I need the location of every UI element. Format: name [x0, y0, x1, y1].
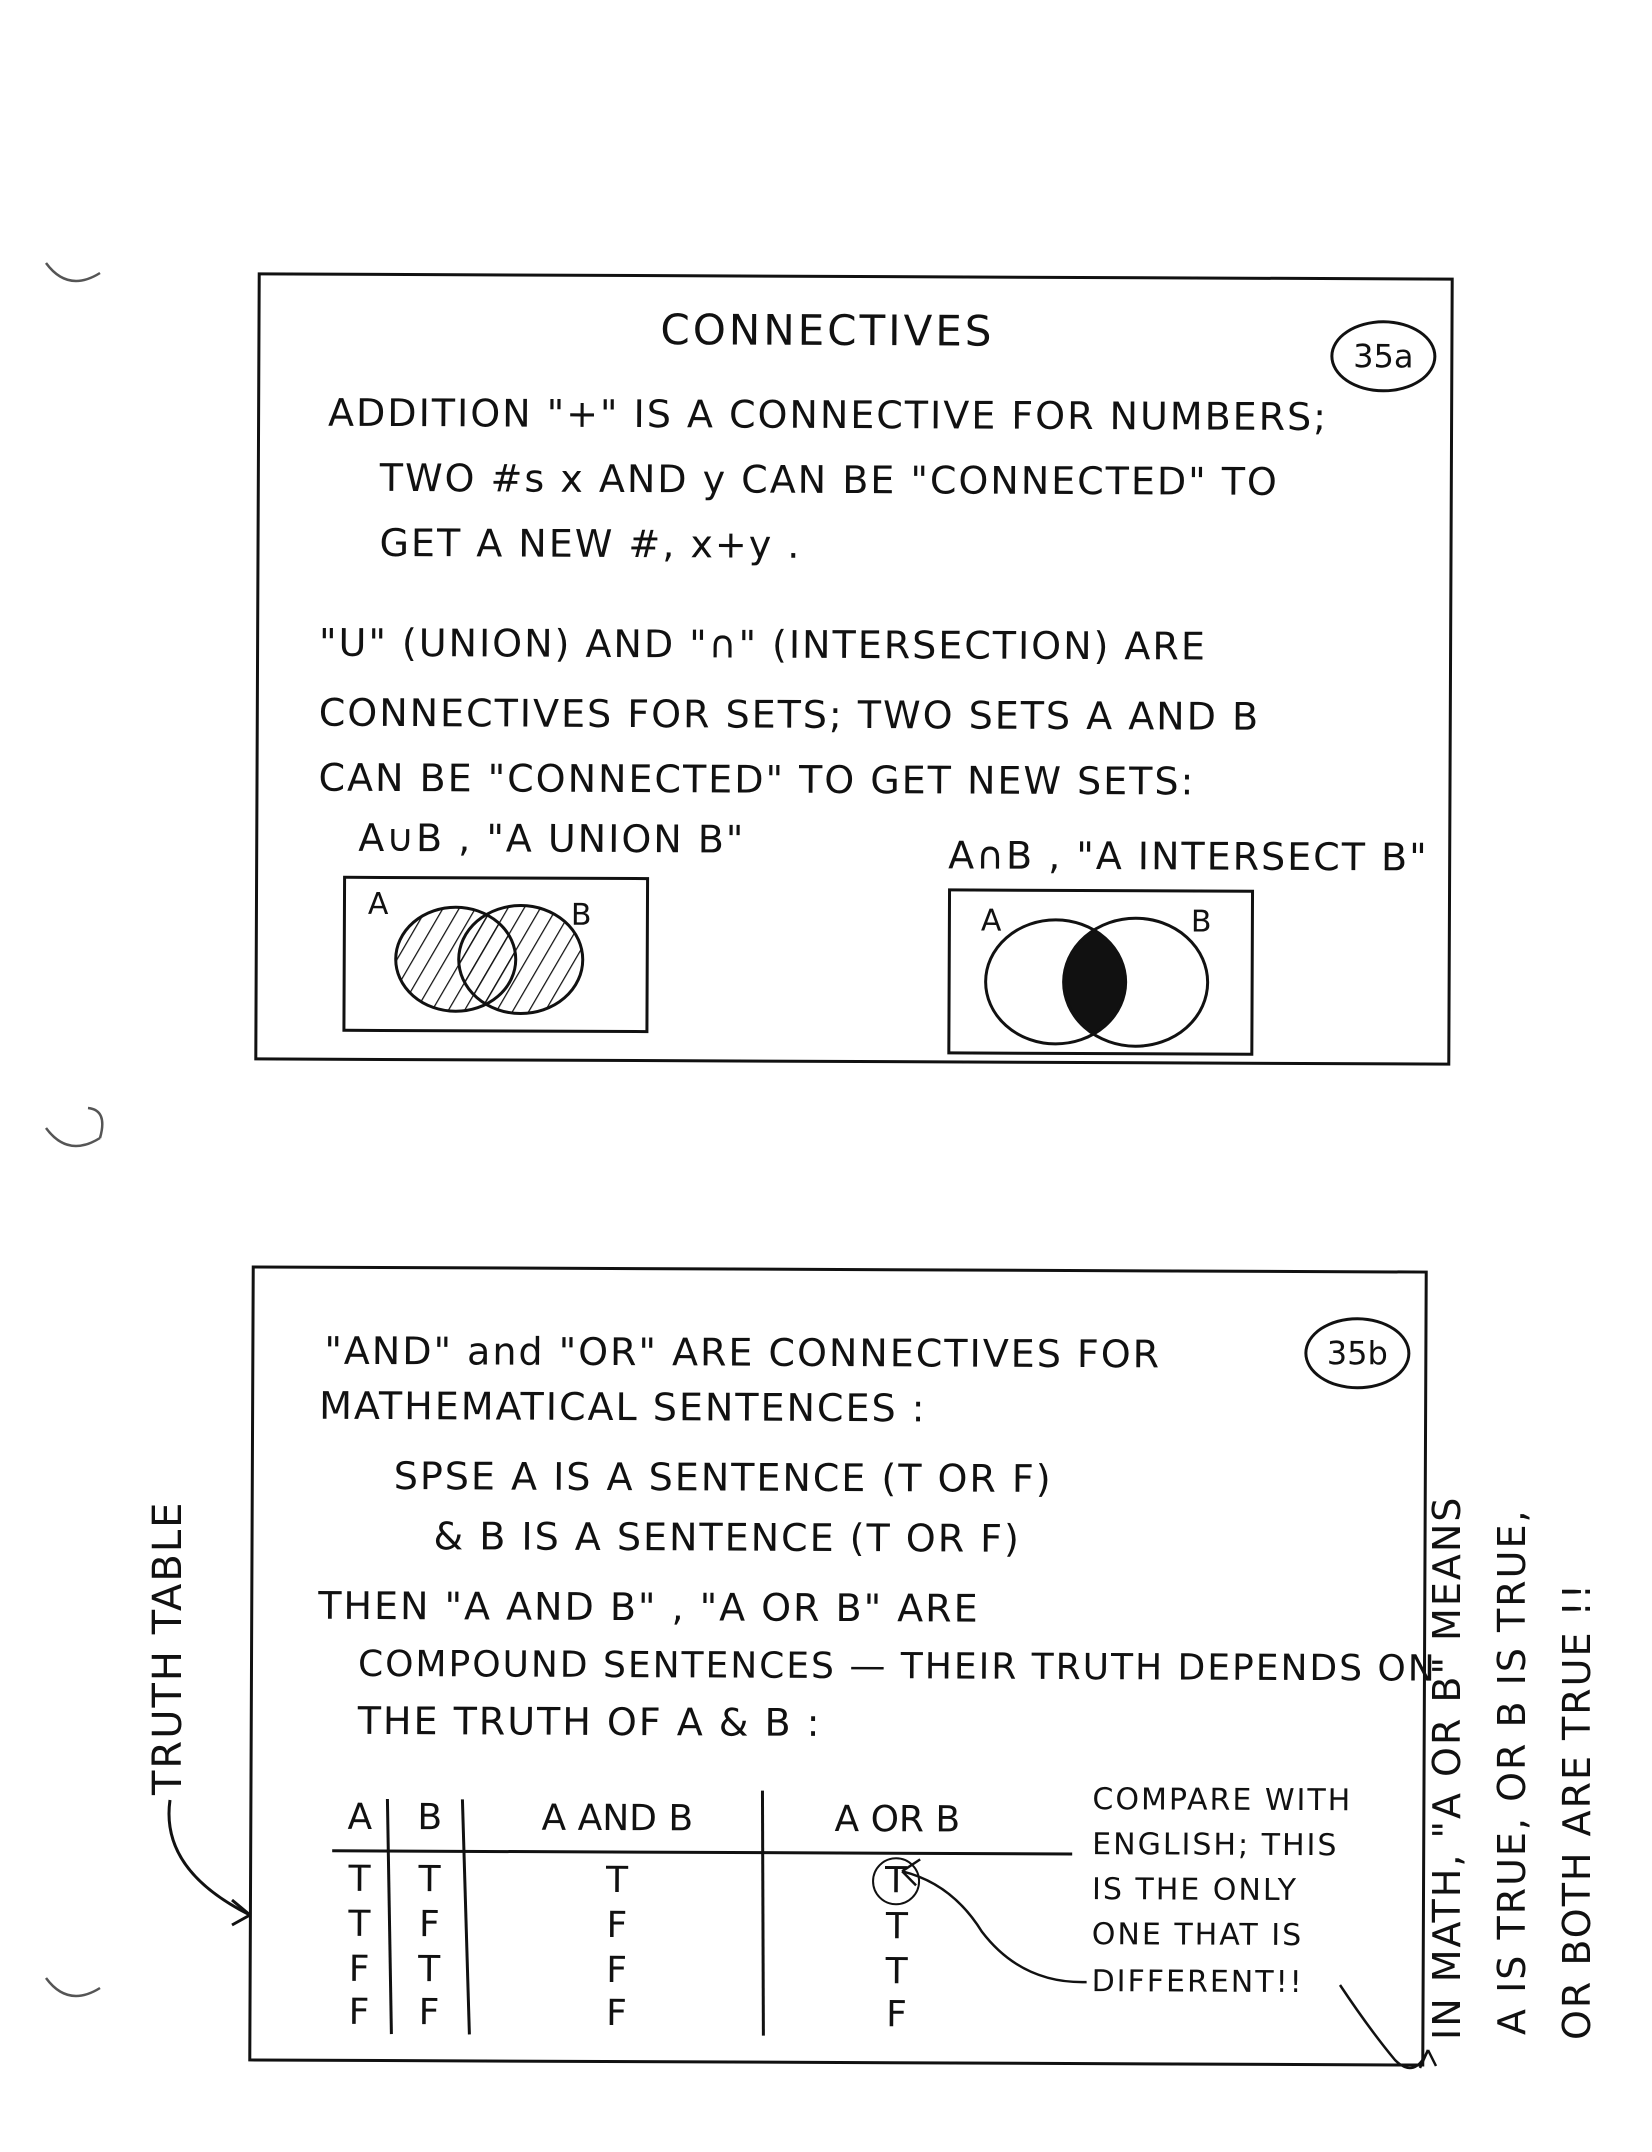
tt-header-a: A — [347, 1796, 373, 1838]
card-b-line-2: MATHEMATICAL SENTENCES : — [319, 1383, 927, 1431]
tt-cell: T — [418, 1949, 441, 1991]
compare-note-line-3: IS THE ONLY — [1091, 1872, 1299, 1909]
card-b-line-3: SPSE A IS A SENTENCE (T OR F) — [393, 1454, 1053, 1501]
compare-note-line-4: ONE THAT IS — [1091, 1917, 1304, 1954]
card-a-badge: 35a — [1330, 320, 1436, 392]
truth-table-margin-label: TRUTH TABLE — [145, 1500, 191, 1795]
compare-note-line-1: COMPARE WITH — [1092, 1782, 1353, 1819]
tt-header-and: A AND B — [541, 1797, 694, 1840]
union-venn-label-b: B — [570, 897, 594, 933]
tt-cell: T — [885, 1951, 908, 1993]
intersection-venn-label-a: A — [980, 903, 1004, 939]
tt-cell: F — [418, 1992, 440, 2034]
tt-cell: F — [606, 1949, 628, 1992]
card-b-line-5: THEN "A AND B" , "A OR B" ARE — [318, 1583, 980, 1631]
tt-cell: T — [418, 1859, 441, 1901]
tt-cell-circled: T — [872, 1857, 920, 1905]
card-b-line-6: COMPOUND SENTENCES — THEIR TRUTH DEPENDS ON — [357, 1643, 1437, 1690]
tt-cell: F — [886, 1994, 907, 2036]
union-caption: A∪B , "A UNION B" — [358, 815, 746, 862]
tt-header-or: A OR B — [834, 1798, 961, 1841]
tt-cell: T — [348, 1858, 371, 1900]
card-b-line-7: THE TRUTH OF A & B : — [357, 1698, 822, 1745]
card-a-line-3: GET A NEW #, x+y . — [379, 520, 802, 567]
tt-cell: F — [348, 1991, 370, 2033]
card-a-line-4: "U" (UNION) AND "∩" (INTERSECTION) ARE — [319, 620, 1207, 669]
card-a-line-1: ADDITION "+" IS A CONNECTIVE FOR NUMBERS; — [328, 390, 1329, 440]
side-note-line-3: OR BOTH ARE TRUE !! — [1555, 1581, 1599, 2040]
card-a-line-2: TWO #s x AND y CAN BE "CONNECTED" TO — [379, 455, 1279, 504]
card-a-title: CONNECTIVES — [660, 305, 995, 356]
intersect-caption: A∩B , "A INTERSECT B" — [948, 833, 1429, 880]
tt-cell: F — [348, 1948, 370, 1990]
intersection-venn-label-b: B — [1190, 904, 1214, 940]
union-venn-label-a: A — [367, 886, 391, 922]
tt-cell: T — [885, 1906, 908, 1948]
tt-cell: F — [606, 1992, 627, 2035]
card-a-line-5: CONNECTIVES FOR SETS; TWO SETS A AND B — [318, 690, 1261, 739]
card-b-line-4: & B IS A SENTENCE (T OR F) — [433, 1514, 1022, 1561]
tt-cell: F — [606, 1904, 628, 1947]
tt-cell: T — [348, 1903, 371, 1945]
side-note-line-2: A IS TRUE, OR B IS TRUE, — [1490, 1508, 1534, 2035]
compare-note-line-2: ENGLISH; THIS — [1092, 1827, 1339, 1864]
tt-header-b: B — [417, 1797, 443, 1839]
tt-cell: F — [418, 1904, 440, 1946]
tt-cell: T — [605, 1859, 629, 1902]
card-b-badge: 35b — [1304, 1317, 1410, 1389]
compare-note-line-5: DIFFERENT!! — [1091, 1964, 1304, 2001]
card-b-line-1: "AND" and "OR" ARE CONNECTIVES FOR — [324, 1328, 1162, 1377]
card-a-line-6: CAN BE "CONNECTED" TO GET NEW SETS: — [318, 755, 1196, 804]
side-note-line-1: IN MATH, "A OR B" MEANS — [1425, 1495, 1469, 2040]
